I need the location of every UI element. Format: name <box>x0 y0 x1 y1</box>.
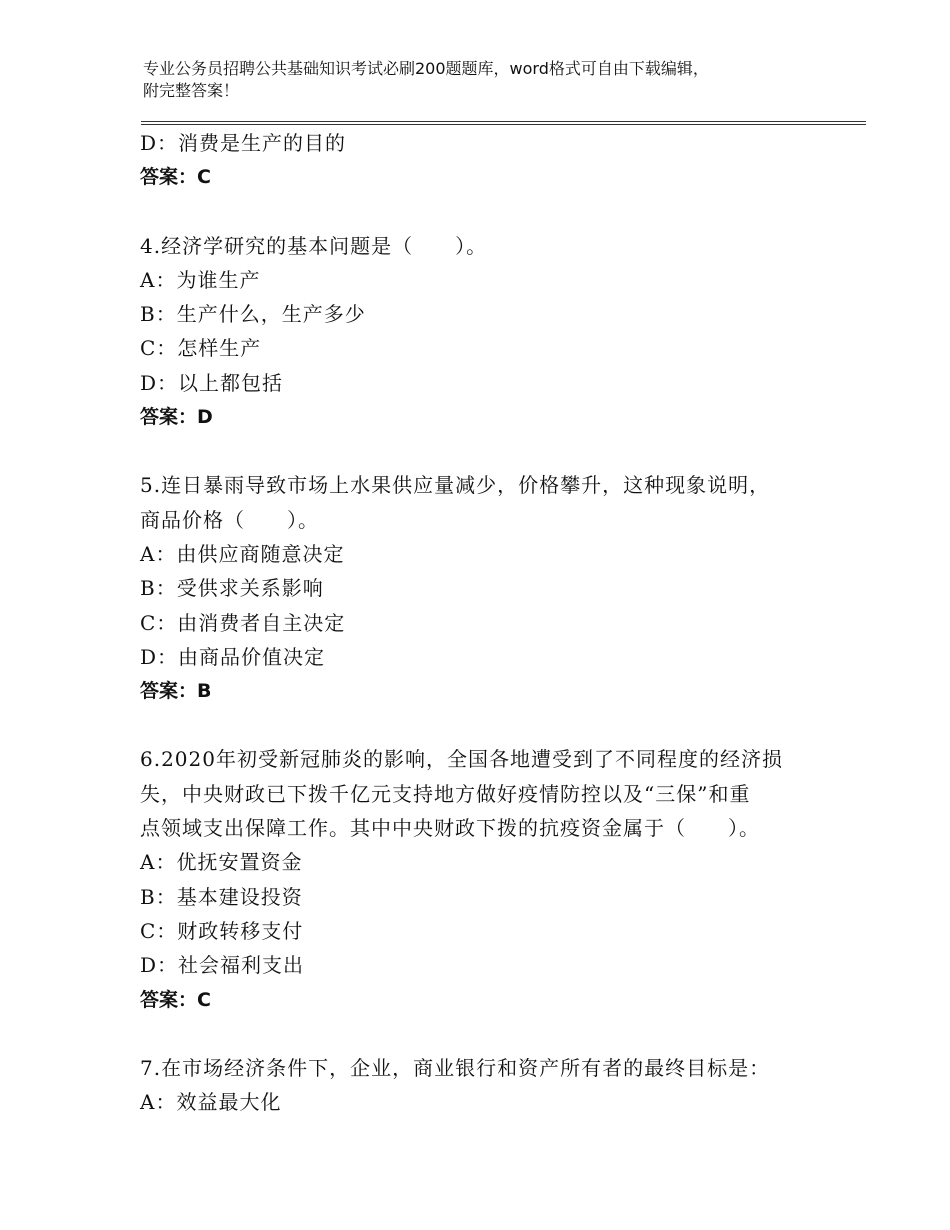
question-block <box>140 229 830 435</box>
question-text: 4.经济学研究的基本问题是（ ）。 <box>140 233 488 258</box>
option-a: A：由供应商随意决定 <box>140 541 345 566</box>
option-b: B：基本建设投资 <box>140 884 303 909</box>
answer-line: 答案：C <box>140 166 211 189</box>
option-b: B：受供求关系影响 <box>140 576 324 601</box>
option-d: D：消费是生产的目的 <box>140 131 347 155</box>
question-text: 失，中央财政已下拨千亿元支持地方做好疫情防控以及“三保”和重 <box>140 781 751 806</box>
question-text: 5.连日暴雨导致市场上水果供应量减少，价格攀升，这种现象说明， <box>140 473 771 498</box>
question-block <box>140 1051 830 1120</box>
option-a: A：优抚安置资金 <box>140 850 303 875</box>
question-text: 商品价格（ ）。 <box>140 507 319 532</box>
question-text: 6.2020年初受新冠肺炎的影响，全国各地遭受到了不同程度的经济损 <box>140 747 783 772</box>
answer-line: 答案：D <box>140 406 213 429</box>
header-line-2: 附完整答案！ <box>143 81 240 100</box>
option-b: B：生产什么，生产多少 <box>140 302 366 327</box>
document-header <box>143 58 823 102</box>
question-block <box>140 742 830 1016</box>
answer-line: 答案：C <box>140 988 211 1011</box>
document-body <box>140 126 830 1119</box>
option-c: C：怎样生产 <box>140 336 262 361</box>
header-rule-top <box>141 121 866 122</box>
header-line-1: 专业公务员招聘公共基础知识考试必刷200题题库，word格式可自由下载编辑， <box>143 59 709 78</box>
option-a: A：为谁生产 <box>140 267 261 292</box>
option-d: D：由商品价值决定 <box>140 644 326 669</box>
question-text: 点领域支出保障工作。其中中央财政下拨的抗疫资金属于（ ）。 <box>140 816 760 841</box>
question-text: 7.在市场经济条件下，企业，商业银行和资产所有者的最终目标是： <box>140 1055 771 1080</box>
option-a: A：效益最大化 <box>140 1090 282 1115</box>
header-rule-bottom <box>141 124 866 125</box>
question-block <box>140 468 830 708</box>
answer-line: 答案：B <box>140 680 212 703</box>
option-d: D：以上都包括 <box>140 370 284 395</box>
option-c: C：财政转移支付 <box>140 918 304 943</box>
option-c: C：由消费者自主决定 <box>140 610 346 635</box>
option-d: D：社会福利支出 <box>140 953 305 978</box>
